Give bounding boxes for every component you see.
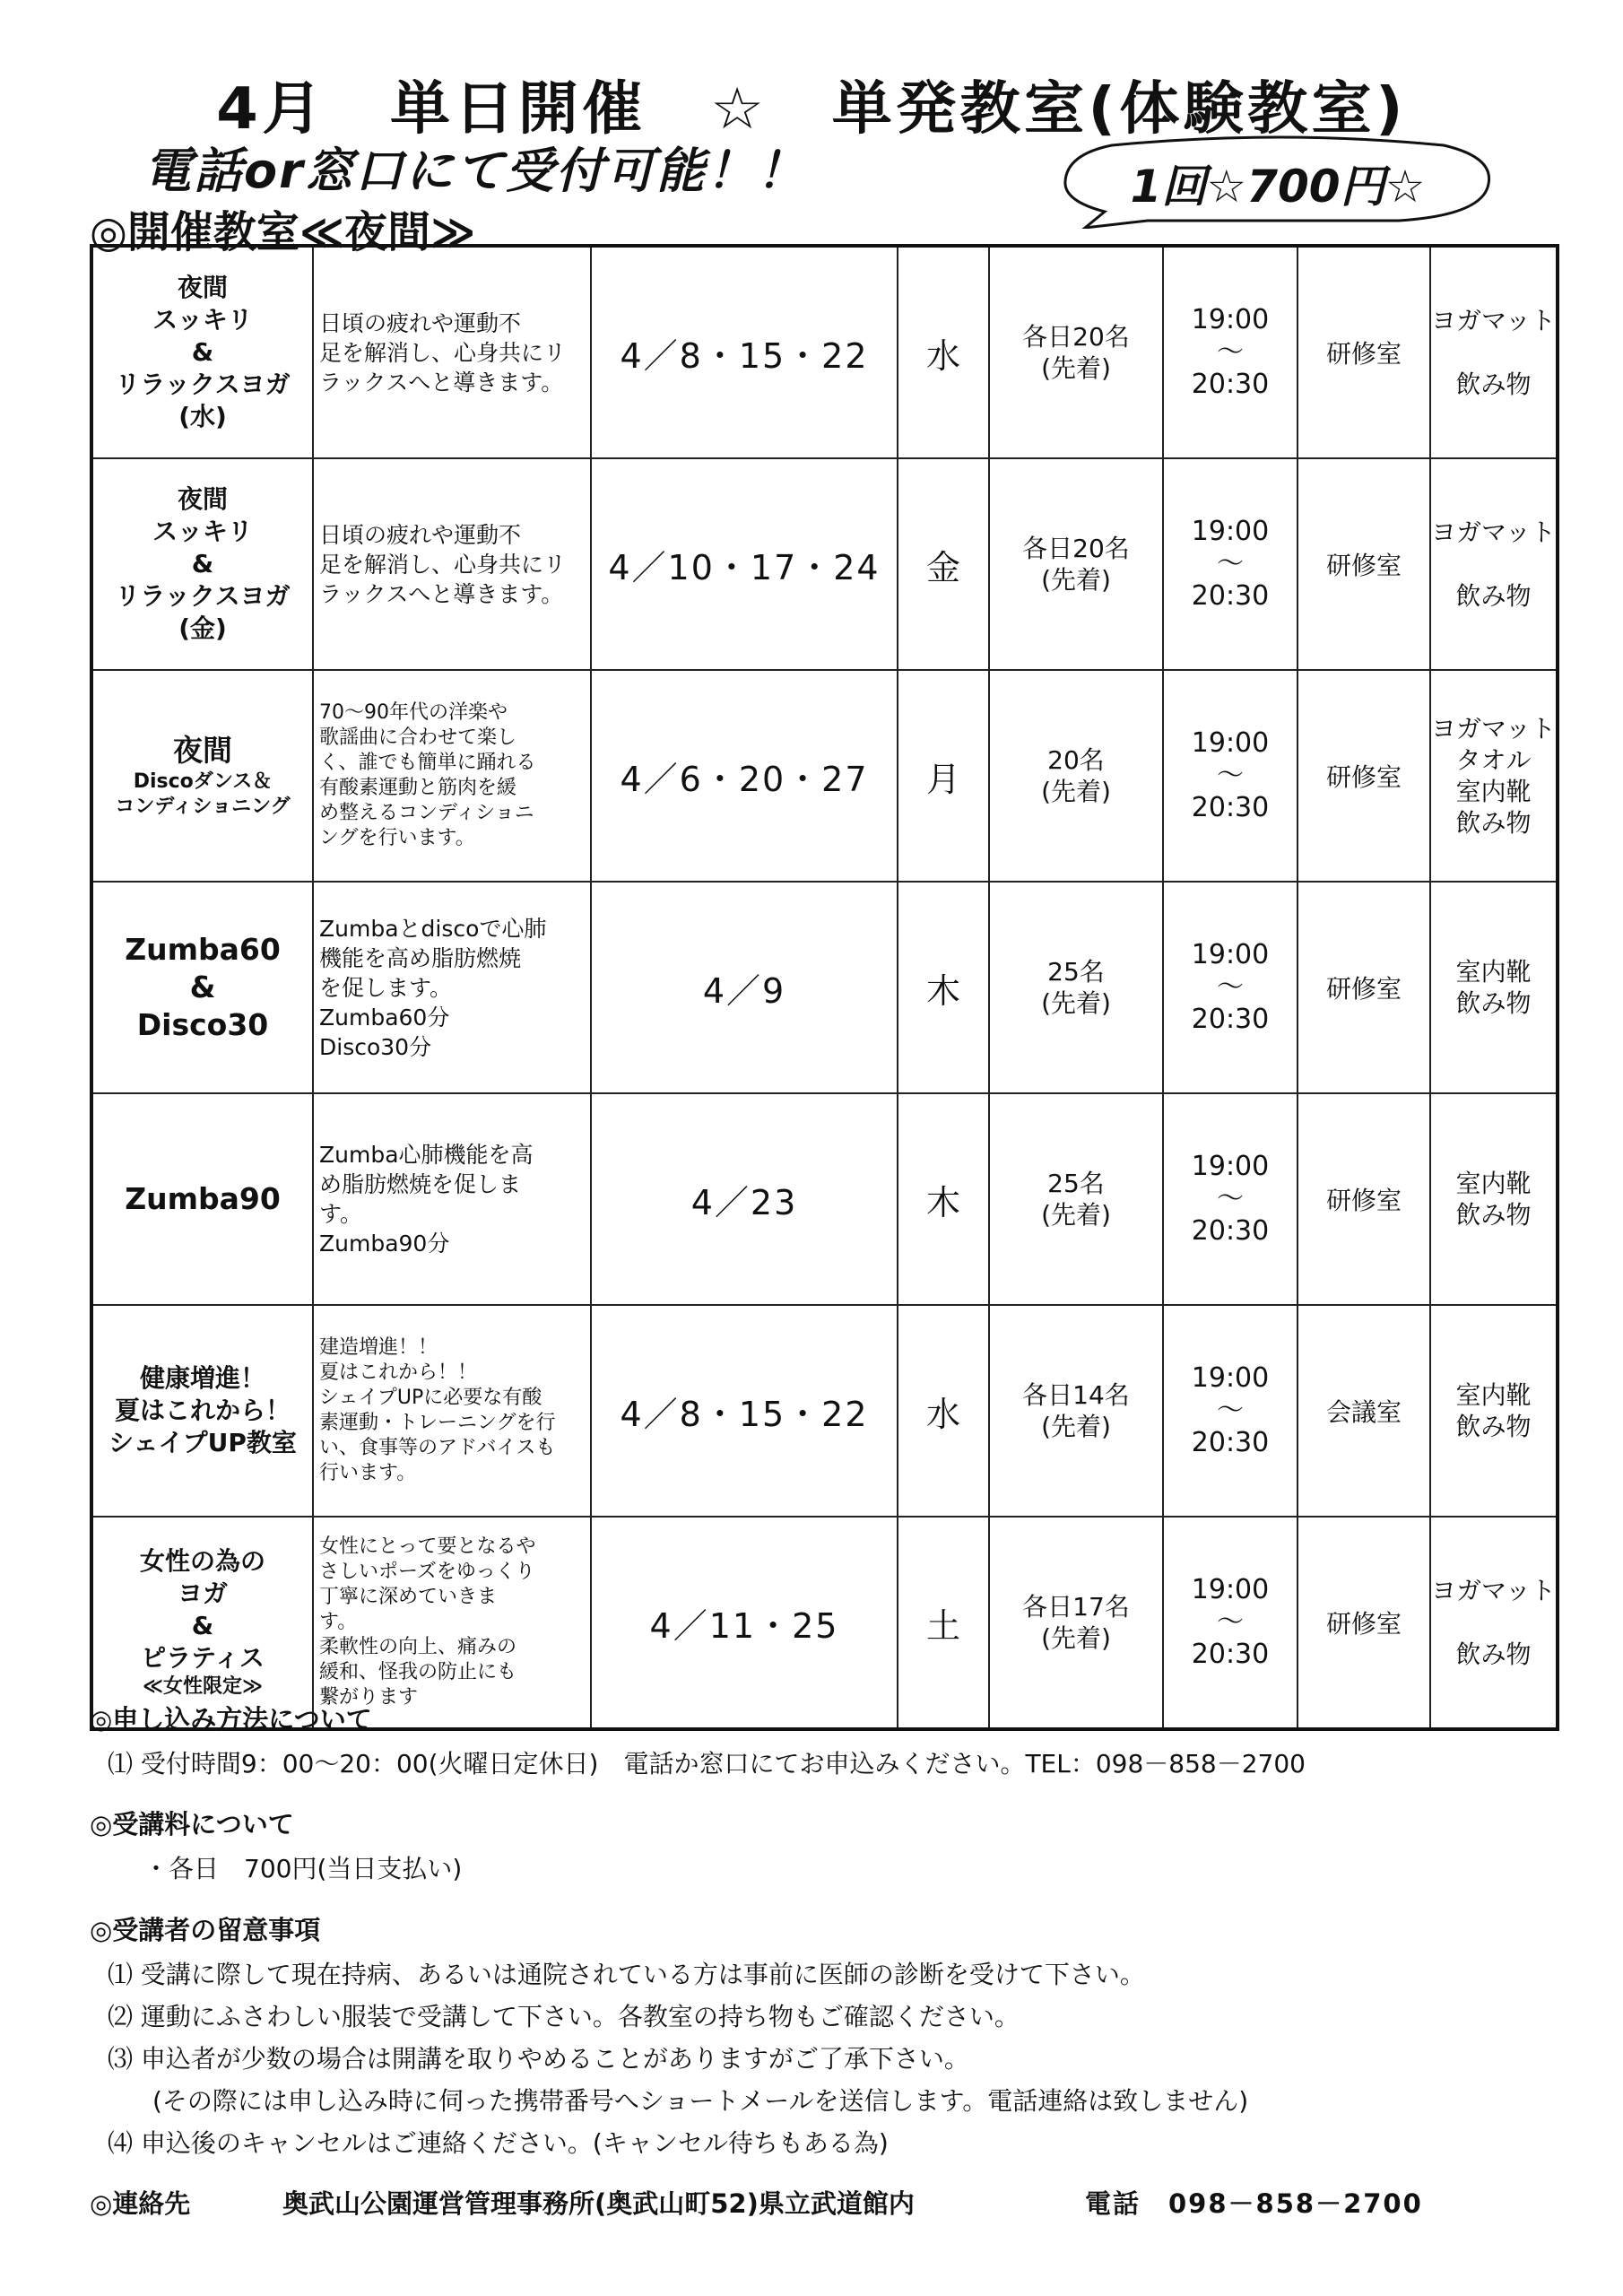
- class-dates: 4／11・25: [591, 1517, 898, 1729]
- class-weekday: 水: [898, 246, 989, 458]
- item-entry: 飲み物: [1455, 808, 1532, 838]
- capacity-note: (先着): [1041, 777, 1111, 806]
- description-line: 日頃の疲れや運動不: [319, 521, 522, 548]
- capacity-note: (先着): [1041, 1412, 1111, 1441]
- description-line: め整えるコンディショニ: [319, 801, 534, 824]
- description-line: を促します。: [319, 974, 453, 1001]
- capacity-count: 各日17名: [1022, 1592, 1130, 1622]
- description-line: 有酸素運動と筋肉を緩: [319, 777, 517, 799]
- class-row: [91, 1305, 1558, 1517]
- application-heading: ◎申し込み方法について: [90, 1704, 372, 1735]
- note-item: ⑴ 受講に際して現在持病、あるいは通院されている方は事前に医師の診断を受けて下さい。: [108, 1960, 1145, 1989]
- fee-heading: ◎受講料について: [90, 1809, 294, 1839]
- class-name-line: 女性の為の: [139, 1546, 265, 1577]
- class-room: 研修室: [1298, 1093, 1430, 1305]
- class-row: [91, 246, 1558, 458]
- item-entry: 飲み物: [1455, 1200, 1532, 1230]
- time-separator: ～: [1217, 548, 1244, 579]
- capacity-count: 各日20名: [1022, 322, 1130, 352]
- class-capacity: [989, 246, 1163, 458]
- description-line: Zumba60分: [319, 1004, 450, 1031]
- capacity-count: 25名: [1047, 957, 1105, 987]
- description-line: シェイプUPに必要な有酸: [319, 1387, 542, 1410]
- time-end: 20:30: [1191, 1427, 1270, 1458]
- capacity-note: (先着): [1041, 1623, 1111, 1653]
- item-entry: 室内靴: [1455, 957, 1532, 987]
- time-separator: ～: [1217, 971, 1244, 1003]
- class-dates: 4／8・15・22: [591, 1305, 898, 1517]
- time-separator: ～: [1217, 1606, 1244, 1638]
- class-name-line: &: [189, 969, 216, 1004]
- time-start: 19:00: [1191, 304, 1270, 335]
- class-weekday: 木: [898, 1093, 989, 1305]
- description-line: 足を解消し、心身共にリ: [319, 339, 567, 366]
- class-weekday: 木: [898, 882, 989, 1093]
- class-dates: 4／9: [591, 882, 898, 1093]
- class-capacity: [989, 1517, 1163, 1729]
- class-dates: 4／8・15・22: [591, 246, 898, 458]
- class-row: [91, 670, 1558, 882]
- description-line: Zumba90分: [319, 1231, 450, 1257]
- contact-label: ◎連絡先: [90, 2188, 191, 2219]
- item-entry: 飲み物: [1455, 581, 1532, 611]
- item-entry: 室内靴: [1455, 1169, 1532, 1198]
- class-dates: 4／23: [591, 1093, 898, 1305]
- item-entry: 飲み物: [1455, 370, 1532, 399]
- description-line: す。: [319, 1201, 363, 1227]
- class-description: [313, 1517, 591, 1729]
- class-name-line: (水): [178, 401, 227, 431]
- note-item: ⑵ 運動にふさわしい服装で受講して下さい。各教室の持ち物もご確認ください。: [108, 2002, 1020, 2031]
- class-name-line: &: [191, 1610, 214, 1640]
- capacity-note: (先着): [1041, 565, 1111, 595]
- description-line: 素運動・トレーニングを行: [319, 1412, 556, 1434]
- capacity-note: (先着): [1041, 353, 1111, 383]
- class-name: [91, 882, 313, 1093]
- class-capacity: [989, 1093, 1163, 1305]
- class-name-line: ピラティス: [141, 1642, 265, 1673]
- page-title: 4月 単日開催 ☆ 単発教室(体験教室): [216, 76, 1407, 143]
- section-heading: ◎開催教室≪夜間≫: [90, 207, 476, 257]
- description-line: 丁寧に深めていきま: [319, 1586, 498, 1609]
- class-room: 会議室: [1298, 1305, 1430, 1517]
- item-entry: ヨガマット: [1431, 517, 1556, 547]
- capacity-count: 20名: [1047, 745, 1105, 775]
- subtitle: 電話or窓口にて受付可能！！: [143, 143, 807, 199]
- description-line: 柔軟性の向上、痛みの: [319, 1635, 517, 1658]
- class-weekday: 水: [898, 1305, 989, 1517]
- time-end: 20:30: [1191, 1639, 1270, 1670]
- class-name-line: &: [191, 337, 214, 368]
- capacity-count: 各日20名: [1022, 534, 1130, 563]
- class-items: [1430, 670, 1558, 882]
- class-name-line: シェイプUP教室: [108, 1427, 297, 1457]
- class-time: [1163, 246, 1298, 458]
- class-items: [1430, 1305, 1558, 1517]
- notes-heading: ◎受講者の留意事項: [90, 1915, 321, 1945]
- time-start: 19:00: [1191, 727, 1270, 759]
- time-separator: ～: [1217, 336, 1244, 368]
- description-line: 夏はこれから！！: [319, 1361, 478, 1385]
- time-end: 20:30: [1191, 1004, 1270, 1035]
- description-line: 建造増進！！: [319, 1336, 438, 1360]
- time-end: 20:30: [1191, 580, 1270, 612]
- class-capacity: [989, 670, 1163, 882]
- class-weekday: 月: [898, 670, 989, 882]
- description-line: 歌謡曲に合わせて楽し: [319, 726, 517, 750]
- description-line: Zumbaとdiscoで心肺: [319, 915, 547, 942]
- class-schedule-table: [90, 244, 1559, 1731]
- class-name: [91, 458, 313, 670]
- class-name-line: 夜間: [177, 273, 228, 303]
- price-bubble: [1058, 135, 1497, 229]
- time-start: 19:00: [1191, 516, 1270, 547]
- note-item: ⑷ 申込後のキャンセルはご連絡ください。(キャンセル待ちもある為): [108, 2128, 889, 2158]
- time-end: 20:30: [1191, 792, 1270, 823]
- class-time: [1163, 882, 1298, 1093]
- class-description: [313, 458, 591, 670]
- description-line: 緩和、怪我の防止にも: [319, 1660, 517, 1683]
- class-row: [91, 1517, 1558, 1729]
- class-row: [91, 1093, 1558, 1305]
- description-line: ラックスへと導きます。: [319, 369, 564, 396]
- class-name-line: Discoダンス＆: [133, 770, 273, 793]
- class-name-line: 夜間: [177, 484, 228, 515]
- description-line: ングを行います。: [319, 826, 475, 849]
- capacity-count: 各日14名: [1022, 1380, 1130, 1410]
- item-entry: ヨガマット: [1431, 714, 1556, 744]
- class-description: [313, 1305, 591, 1517]
- class-items: [1430, 882, 1558, 1093]
- class-items: [1430, 246, 1558, 458]
- class-weekday: 金: [898, 458, 989, 670]
- description-line: 機能を高め脂肪燃焼: [319, 944, 522, 971]
- time-separator: ～: [1217, 760, 1244, 791]
- description-line: さしいポーズをゆっくり: [319, 1561, 535, 1584]
- class-items: [1430, 458, 1558, 670]
- class-time: [1163, 1305, 1298, 1517]
- class-description: [313, 246, 591, 458]
- class-description: [313, 1093, 591, 1305]
- class-name: [91, 1305, 313, 1517]
- class-name-line: &: [191, 549, 214, 579]
- time-start: 19:00: [1191, 1362, 1270, 1394]
- class-description: [313, 670, 591, 882]
- description-line: す。: [319, 1611, 358, 1634]
- class-name-line: コンディショニング: [115, 796, 291, 819]
- class-name-line: Zumba90: [125, 1180, 281, 1216]
- capacity-count: 25名: [1047, 1169, 1105, 1198]
- class-name-line: Disco30: [136, 1007, 269, 1043]
- class-time: [1163, 1093, 1298, 1305]
- fee-detail: ・各日 700円(当日支払い): [143, 1854, 463, 1883]
- class-name-line: 夏はこれから！: [114, 1396, 291, 1426]
- description-line: 70～90年代の洋楽や: [319, 701, 508, 725]
- item-entry: ヨガマット: [1431, 1576, 1556, 1605]
- class-name-line: リラックスヨガ: [115, 369, 291, 399]
- class-name-line: ≪女性限定≫: [142, 1674, 264, 1698]
- class-items: [1430, 1517, 1558, 1729]
- contact-phone: 電話 098－858－2700: [1085, 2188, 1423, 2219]
- description-line: 女性にとって要となるや: [319, 1535, 536, 1559]
- class-row: [91, 458, 1558, 670]
- class-name-line: 夜間: [173, 732, 232, 768]
- class-name-line: Zumba60: [125, 931, 281, 967]
- class-name: [91, 1517, 313, 1729]
- item-entry: 飲み物: [1455, 1639, 1532, 1669]
- description-line: 行います。: [319, 1461, 417, 1484]
- item-entry: ヨガマット: [1431, 306, 1556, 335]
- class-room: 研修室: [1298, 1517, 1430, 1729]
- class-capacity: [989, 882, 1163, 1093]
- price-label: 1回☆700円☆: [1130, 161, 1426, 213]
- note-item: (その際には申し込み時に伺った携帯番号へショートメールを送信します。電話連絡は致しません): [152, 2086, 1249, 2116]
- class-description: [313, 882, 591, 1093]
- class-name-line: リラックスヨガ: [115, 580, 291, 611]
- class-room: 研修室: [1298, 458, 1430, 670]
- item-entry: 室内靴: [1455, 777, 1532, 806]
- note-item: ⑶ 申込者が少数の場合は開講を取りやめることがありますがご了承下さい。: [108, 2044, 969, 2074]
- description-line: い、食事等のアドバイスも: [319, 1436, 556, 1459]
- class-room: 研修室: [1298, 882, 1430, 1093]
- time-end: 20:30: [1191, 369, 1270, 400]
- item-entry: 飲み物: [1455, 988, 1532, 1018]
- item-entry: 室内靴: [1455, 1380, 1532, 1410]
- description-line: ラックスへと導きます。: [319, 580, 564, 607]
- time-separator: ～: [1217, 1183, 1244, 1214]
- description-line: 日頃の疲れや運動不: [319, 309, 522, 336]
- description-line: め脂肪燃焼を促しま: [319, 1171, 522, 1197]
- description-line: 繋がります: [319, 1685, 419, 1709]
- class-name-line: 健康増進！: [139, 1363, 265, 1394]
- class-time: [1163, 670, 1298, 882]
- time-start: 19:00: [1191, 1151, 1270, 1182]
- description-line: Disco30分: [319, 1033, 432, 1060]
- description-line: Zumba心肺機能を高: [319, 1142, 534, 1168]
- capacity-note: (先着): [1041, 1200, 1111, 1230]
- class-items: [1430, 1093, 1558, 1305]
- item-entry: タオル: [1455, 745, 1532, 775]
- class-time: [1163, 458, 1298, 670]
- application-detail: ⑴ 受付時間9：00～20：00(火曜日定休日) 電話か窓口にてお申込みください。TEL：098－858－2700: [108, 1749, 1306, 1779]
- class-name: [91, 1093, 313, 1305]
- capacity-note: (先着): [1041, 988, 1111, 1018]
- class-capacity: [989, 458, 1163, 670]
- time-end: 20:30: [1191, 1215, 1270, 1247]
- description-line: く、誰でも簡単に踊れる: [319, 752, 536, 775]
- time-separator: ～: [1217, 1395, 1244, 1426]
- class-row: [91, 882, 1558, 1093]
- class-time: [1163, 1517, 1298, 1729]
- class-capacity: [989, 1305, 1163, 1517]
- class-room: 研修室: [1298, 246, 1430, 458]
- class-name-line: (金): [178, 613, 227, 643]
- item-entry: 飲み物: [1455, 1412, 1532, 1441]
- class-name-line: スッキリ: [152, 517, 253, 547]
- class-dates: 4／6・20・27: [591, 670, 898, 882]
- class-name: [91, 670, 313, 882]
- time-start: 19:00: [1191, 939, 1270, 970]
- time-start: 19:00: [1191, 1574, 1270, 1605]
- class-name-line: ヨガ: [177, 1578, 228, 1609]
- class-name-line: スッキリ: [152, 305, 253, 335]
- class-name: [91, 246, 313, 458]
- class-weekday: 土: [898, 1517, 989, 1729]
- description-line: 足を解消し、心身共にリ: [319, 551, 567, 578]
- contact-office: 奥武山公園運営管理事務所(奥武山町52)県立武道館内: [282, 2188, 915, 2219]
- class-dates: 4／10・17・24: [591, 458, 898, 670]
- class-room: 研修室: [1298, 670, 1430, 882]
